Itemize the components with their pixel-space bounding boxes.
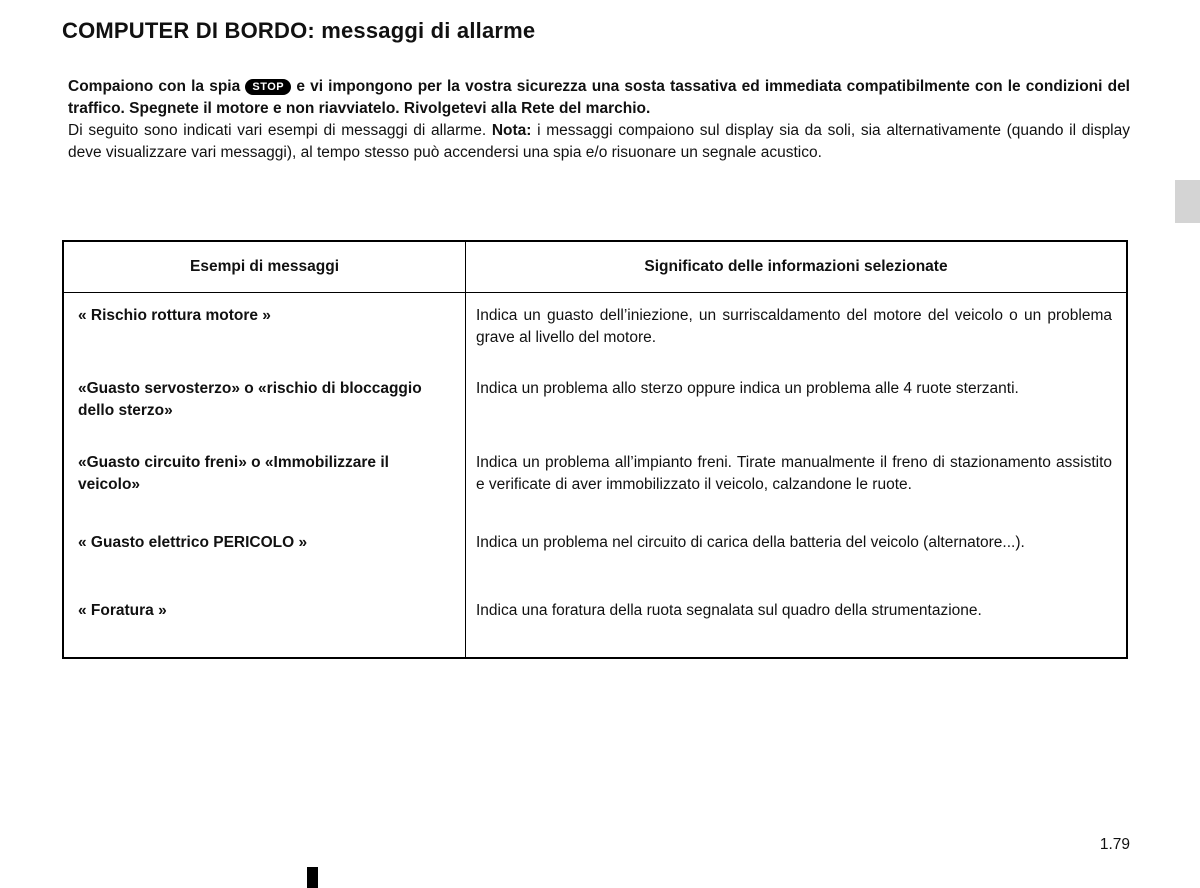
meaning-cell: Indica un problema all’impianto freni. Tirate manualmente il freno di stazionamento assistito e verificate di aver immobilizzato il veicolo, calzandone le ruote. (476, 453, 1112, 493)
meaning-cell: Indica un guasto dell’iniezione, un surriscaldamento del motore del veicolo o un problema grave al livello del motore. (476, 307, 1112, 346)
column-header-messages: Esempi di messaggi (63, 241, 466, 293)
table-row (63, 293, 1127, 366)
meaning-cell: Indica un problema nel circuito di carica della batteria del veicolo (alternatore...). (476, 533, 1025, 551)
table-row (63, 588, 1127, 658)
meaning-cell: Indica un problema allo sterzo oppure indica un problema alle 4 ruote sterzanti. (476, 379, 1019, 397)
lead-text-pre: Compaiono con la spia (68, 78, 246, 95)
message-cell: « Foratura » (63, 588, 466, 658)
note-text-post: i messaggi compaiono sul display sia da soli, sia alternativamente (quando il display deve visualizzare vari messaggi), al tempo stesso può accendersi una spia e/o risuonare un segnale acustico. (68, 122, 1131, 161)
stop-warning-light-icon: STOP (245, 79, 291, 95)
section-edge-tab (1175, 180, 1200, 223)
table-header-row (63, 241, 1127, 293)
meaning-cell: Indica una foratura della ruota segnalata sul quadro della strumentazione. (476, 601, 982, 619)
note-paragraph (68, 120, 1130, 164)
lead-text-post: e vi impongono per la vostra sicurezza una sosta tassativa ed immediata compatibilmente con le condizioni del traffico. Spegnete il motore e non riavviatelo. Rivolgetevi alla Rete del marchio. (68, 78, 1130, 117)
alarm-messages-table (62, 240, 1128, 659)
table-row (63, 520, 1127, 588)
note-text-pre: Di seguito sono indicati vari esempi di messaggi di allarme. (68, 122, 492, 139)
note-label: Nota: (491, 122, 532, 139)
table-row (63, 366, 1127, 440)
page-title: COMPUTER DI BORDO: messaggi di allarme (62, 18, 536, 43)
intro-text-block (68, 76, 1130, 164)
warning-lead-paragraph (68, 76, 1130, 120)
message-cell: «Guasto circuito freni» o «Immobilizzare il veicolo» (63, 440, 466, 520)
page-number: 1.79 (1099, 836, 1130, 853)
message-cell: «Guasto servosterzo» o «rischio di bloccaggio dello sterzo» (63, 366, 466, 440)
table-row (63, 440, 1127, 520)
print-registration-mark (307, 867, 318, 888)
message-cell: « Rischio rottura motore » (63, 293, 466, 366)
message-cell: « Guasto elettrico PERICOLO » (63, 520, 466, 588)
column-header-meaning: Significato delle informazioni selezionate (466, 241, 1128, 293)
